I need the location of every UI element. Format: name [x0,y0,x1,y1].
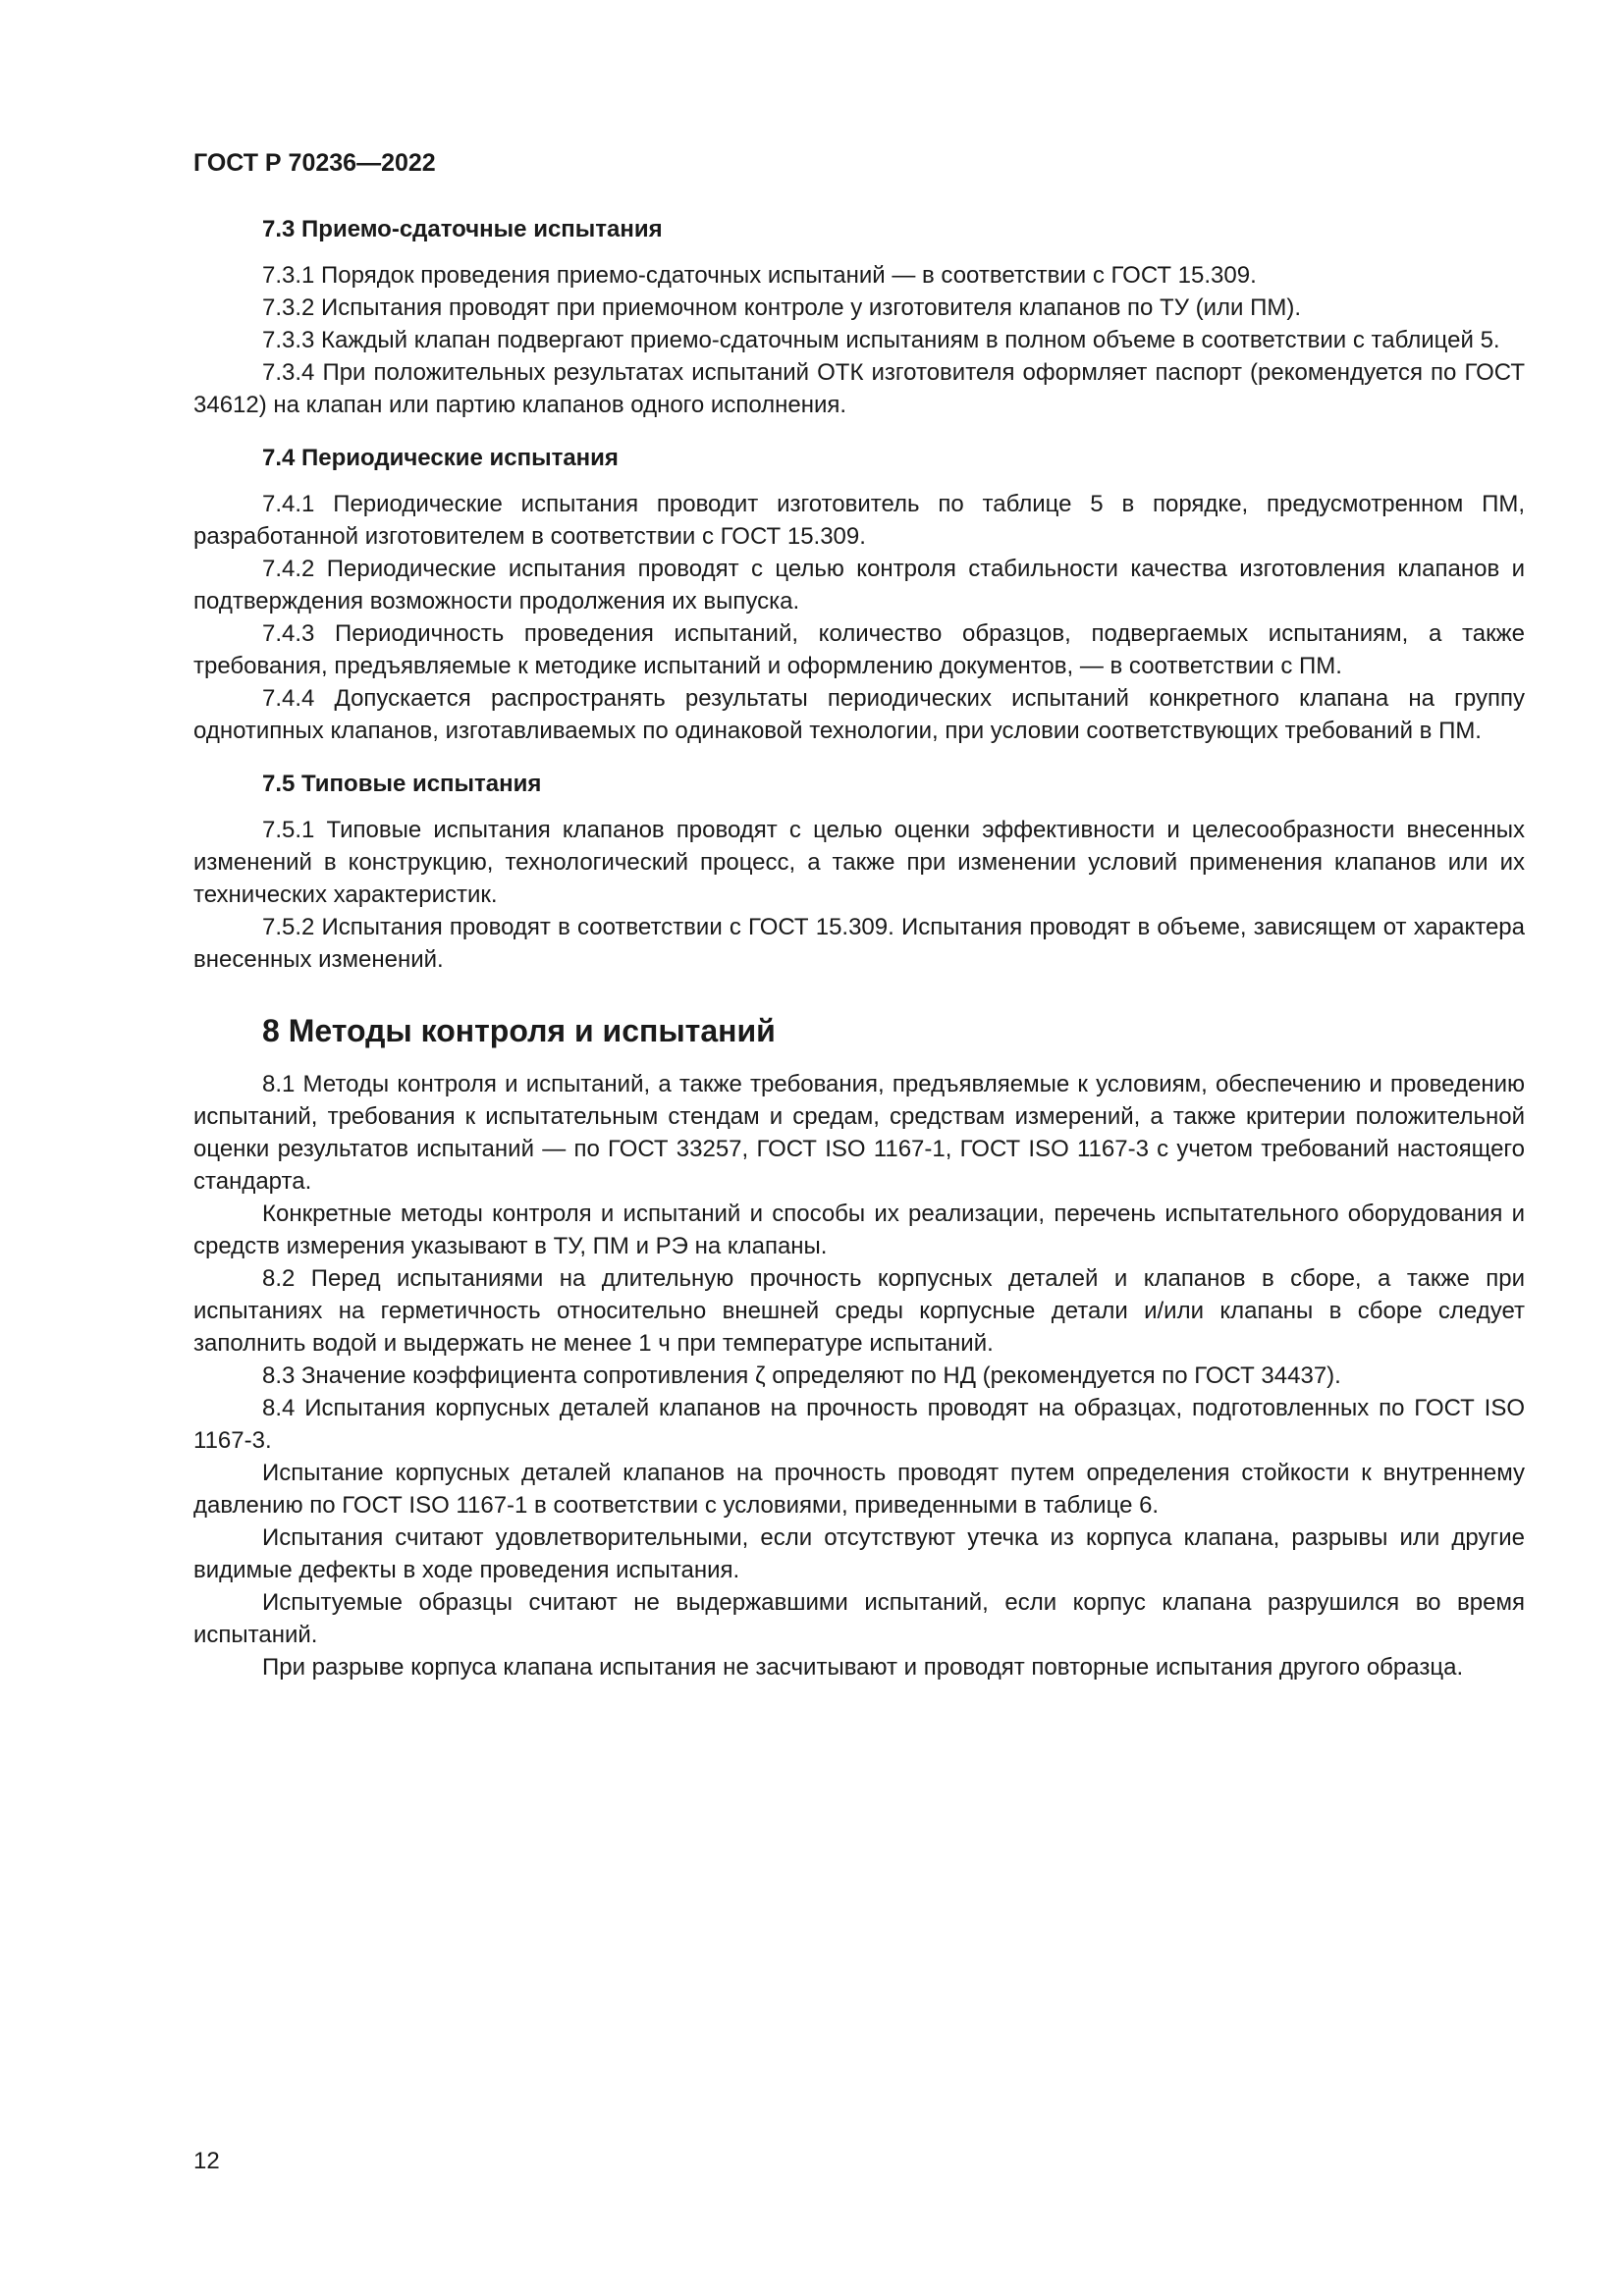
section-7-4-title: 7.4 Периодические испытания [262,445,619,471]
section-7-3 [193,214,1525,421]
section-7-5-title: 7.5 Типовые испытания [262,771,542,797]
document-page [193,147,1525,1683]
paragraph-7-4-4: 7.4.4 Допускается распространять результаты периодических испытаний конкретного клапана на группу однотипных клапанов, изготавливаемых по одинаковой технологии, при условии соответствующих требований в ПМ. [193,685,1525,744]
paragraph-8-2: 8.2 Перед испытаниями на длительную прочность корпусных деталей и клапанов в сборе, а также при испытаниях на герметичность относительно внешней среды корпусные детали и/или клапаны в сборе следует заполнить водой и выдержать не менее 1 ч при температуре испытаний. [193,1265,1525,1357]
section-7-3-title: 7.3 Приемо-сдаточные испытания [262,216,663,242]
paragraph-7-3-2: 7.3.2 Испытания проводят при приемочном контроле у изготовителя клапанов по ТУ (или ПМ). [262,294,1301,321]
section-8-title: 8 Методы контроля и испытаний [262,1013,776,1048]
page-number: 12 [193,2148,220,2174]
paragraph-7-3-1: 7.3.1 Порядок проведения приемо-сдаточных испытаний — в соответствии с ГОСТ 15.309. [262,262,1257,289]
paragraph-7-4-2: 7.4.2 Периодические испытания проводят с целью контроля стабильности качества изготовления клапанов и подтверждения возможности продолжения их выпуска. [193,556,1525,614]
paragraph-7-4-1: 7.4.1 Периодические испытания проводит изготовитель по таблице 5 в порядке, предусмотренном ПМ, разработанной изготовителем в соответствии с ГОСТ 15.309. [193,491,1525,550]
section-8 [193,1011,1525,1683]
document-header: ГОСТ Р 70236—2022 [193,149,436,177]
section-7-5 [193,769,1525,976]
paragraph-7-4-3: 7.4.3 Периодичность проведения испытаний, количество образцов, подвергаемых испытаниям, а также требования, предъявляемые к методике испытаний и оформлению документов, — в соответствии с ПМ. [193,620,1525,679]
paragraph-8-4-satisfactory: Испытания считают удовлетворительными, если отсутствуют утечка из корпуса клапана, разрывы или другие видимые дефекты в ходе проведения испытания. [193,1524,1525,1583]
paragraph-7-3-4: 7.3.4 При положительных результатах испытаний ОТК изготовителя оформляет паспорт (рекомендуется по ГОСТ 34612) на клапан или партию клапанов одного исполнения. [193,359,1525,418]
paragraph-8-3: 8.3 Значение коэффициента сопротивления ζ определяют по НД (рекомендуется по ГОСТ 34437). [262,1362,1341,1389]
paragraph-7-5-2: 7.5.2 Испытания проводят в соответствии с ГОСТ 15.309. Испытания проводят в объеме, зависящем от характера внесенных изменений. [193,914,1525,973]
paragraph-8-4-failed: Испытуемые образцы считают не выдержавшими испытаний, если корпус клапана разрушился во время испытаний. [193,1589,1525,1648]
paragraph-8-4: 8.4 Испытания корпусных деталей клапанов на прочность проводят на образцах, подготовленных по ГОСТ ISO 1167-3. [193,1395,1525,1454]
paragraph-8-1-methods: Конкретные методы контроля и испытаний и способы их реализации, перечень испытательного оборудования и средств измерения указывают в ТУ, ПМ и РЭ на клапаны. [193,1201,1525,1259]
paragraph-8-4-strength-test: Испытание корпусных деталей клапанов на прочность проводят путем определения стойкости к внутреннему давлению по ГОСТ ISO 1167-1 в соответствии с условиями, приведенными в таблице 6. [193,1460,1525,1519]
paragraph-8-1: 8.1 Методы контроля и испытаний, а также требования, предъявляемые к условиям, обеспечению и проведению испытаний, требования к испытательным стендам и средам, средствам измерений, а также критерии положительной оценки результатов испытаний — по ГОСТ 33257, ГОСТ ISO 1167-1, ГОСТ ISO 1167-3 с учетом требований настоящего стандарта. [193,1071,1525,1195]
paragraph-7-3-3: 7.3.3 Каждый клапан подвергают приемо-сдаточным испытаниям в полном объеме в соответствии с таблицей 5. [262,327,1500,353]
paragraph-7-5-1: 7.5.1 Типовые испытания клапанов проводят с целью оценки эффективности и целесообразности внесенных изменений в конструкцию, технологический процесс, а также при изменении условий применения клапанов или их технических характеристик. [193,817,1525,908]
section-7-4 [193,443,1525,747]
paragraph-8-4-rupture: При разрыве корпуса клапана испытания не засчитывают и проводят повторные испытания другого образца. [262,1654,1464,1681]
